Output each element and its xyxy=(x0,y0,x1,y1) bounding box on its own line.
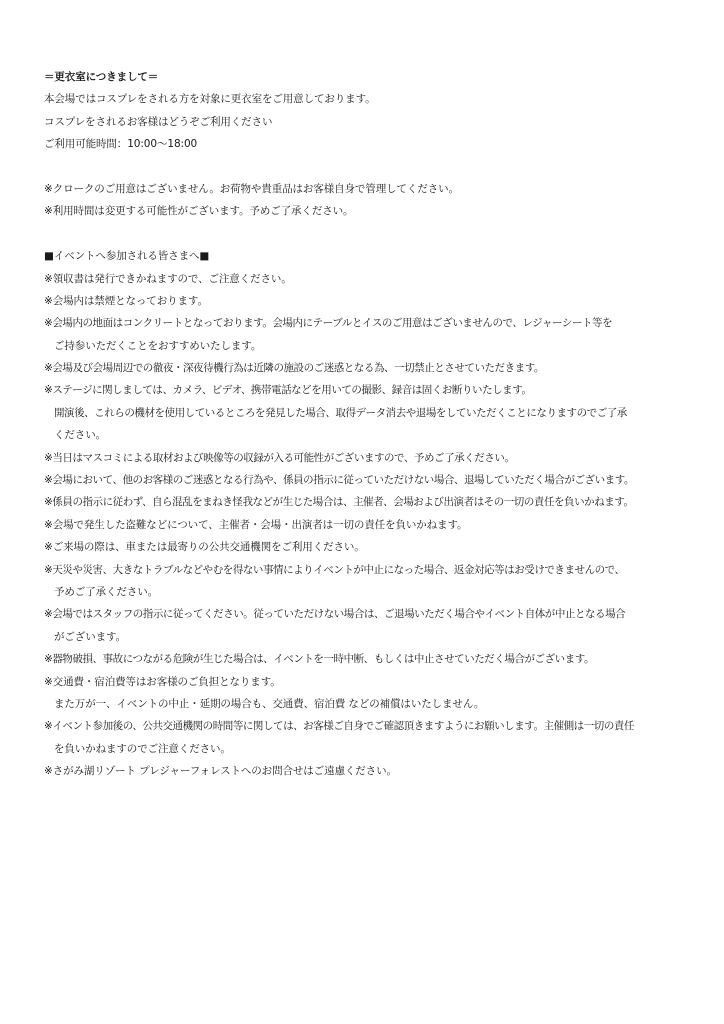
notice-item: ※会場及び会場周辺での徹夜・深夜待機行為は近隣の施設のご迷惑となる為、一切禁止とさせていただきます。 xyxy=(44,362,544,375)
notice-item: ※さがみ湖リゾート プレジャーフォレストへのお問合せはご遠慮ください。 xyxy=(44,765,397,778)
notice-item: ※交通費・宿泊費等はお客様のご負担となります。 xyxy=(44,675,281,688)
notice-item: ※当日はマスコミによる取材および映像等の収録が入る可能性がございますので、予めご了承ください。 xyxy=(44,451,515,464)
notice-item: ※天災や災害、大きなトラブルなどやむを得ない事情によりイベントが中止になった場合、返金対応等はお受けできませんので、 xyxy=(44,563,625,576)
notice-item: ※イベント参加後の、公共交通機関の時間等に関しては、お客様ご自身でご確認頂きますようにお願いします。主催側は一切の責任 xyxy=(44,720,634,733)
notice-item-continuation: ご持参いただくことをおすすめいたします。 xyxy=(54,339,262,352)
spacer xyxy=(44,156,684,178)
attendee-notice-heading: ■イベントへ参加される皆さまへ■ xyxy=(44,250,210,263)
notice-item: ※会場ではスタッフの指示に従ってください。従っていただけない場合は、ご退場いただく場合やイベント自体が中止となる場合 xyxy=(44,608,626,621)
notice-item-continuation: がございます。 xyxy=(54,630,126,643)
notice-item-continuation: また万が一、イベントの中止・延期の場合も、交通費、宿泊費 などの補償はいたしません。 xyxy=(54,697,485,710)
notice-item-continuation: を負いかねますのでご注意ください。 xyxy=(54,742,231,755)
spacer xyxy=(44,223,684,245)
notice-item: ※会場内は禁煙となっております。 xyxy=(44,294,208,307)
changing-room-hours: ご利用可能時間：10:00～18:00 xyxy=(44,138,198,151)
notice-item-continuation: 開演後、これらの機材を使用しているところを発見した場合、取得データ消去や退場をしていただくことになりますのでご了承 xyxy=(54,406,627,419)
notice-item: ※ご来場の際は、車または最寄りの公共交通機関をご利用ください。 xyxy=(44,541,365,554)
notice-item: ※会場で発生した盗難などについて、主催者・会場・出演者は一切の責任を負いかねます。 xyxy=(44,518,468,531)
changing-room-text: コスプレをされるお客様はどうぞご利用ください xyxy=(44,115,273,128)
cloakroom-note: ※クロークのご用意はございません。お荷物や貴重品はお客様自身で管理してください。 xyxy=(44,182,459,195)
notice-item: ※ステージに関しましては、カメラ、ビデオ、携帯電話などを用いての撮影、録音は固くお断りいたします。 xyxy=(44,384,532,397)
changing-room-text: 本会場ではコスプレをされる方を対象に更衣室をご用意しております。 xyxy=(44,93,376,106)
hours-change-note: ※利用時間は変更する可能性がございます。予めご了承ください。 xyxy=(44,205,354,218)
notice-item: ※係員の指示に従わず、自ら混乱をまねき怪我などが生じた場合は、主催者、会場および出演者はその一切の責任を負いかねます。 xyxy=(44,496,634,509)
notice-item: ※領収書は発行できかねますので、ご注意ください。 xyxy=(44,272,292,285)
notice-item: ※会場において、他のお客様のご迷惑となる行為や、係員の指示に従っていただけない場合、退場していただく場合がございます。 xyxy=(44,474,634,487)
notice-item-continuation: 予めご了承ください。 xyxy=(54,585,158,598)
notice-item-continuation: ください。 xyxy=(54,429,106,442)
document-body xyxy=(44,66,684,783)
changing-room-heading: ＝更衣室につきまして＝ xyxy=(44,71,159,83)
notice-item: ※器物破損、事故につながる危険が生じた場合は、イベントを一時中断、もしくは中止させていただく場合がございます。 xyxy=(44,653,594,666)
notice-item: ※会場内の地面はコンクリートとなっております。会場内にテーブルとイスのご用意はございませんので、レジャーシート等を xyxy=(44,317,613,330)
